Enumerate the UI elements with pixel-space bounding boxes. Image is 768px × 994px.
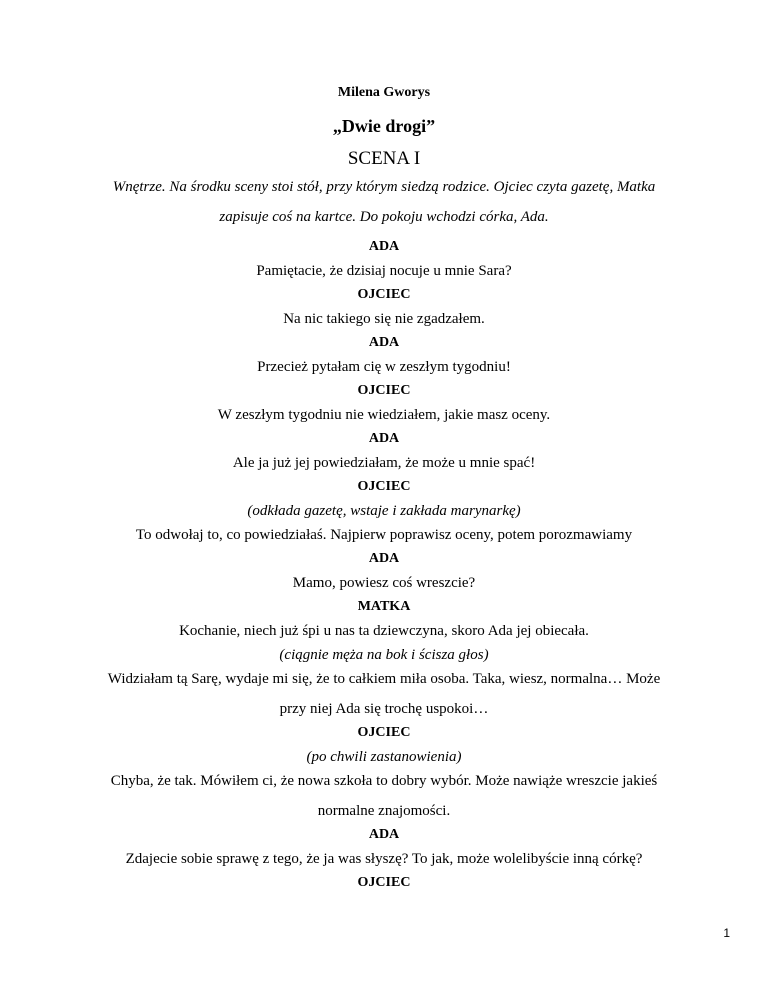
page-number: 1 (723, 926, 730, 940)
dialogue-line: normalne znajomości. (317, 803, 451, 819)
speaker-name: OJCIEC (357, 383, 411, 398)
dialogue-line: Ale ja już jej powiedziałam, że może u mnie spać! (232, 455, 536, 471)
dialogue-line: Pamiętacie, że dzisiaj nocuje u mnie Sara? (256, 263, 512, 279)
speaker-name: ADA (368, 239, 400, 254)
speaker-name: MATKA (357, 599, 411, 614)
dialogue-line: Widziałam tą Sarę, wydaje mi się, że to całkiem miła osoba. Taka, wiesz, normalna… Może (107, 671, 661, 687)
dialogue-line: Mamo, powiesz coś wreszcie? (292, 575, 476, 591)
dialogue-line: przy niej Ada się trochę uspokoi… (279, 701, 489, 717)
dialogue-line: Kochanie, niech już śpi u nas ta dziewczyna, skoro Ada jej obiecała. (179, 623, 589, 639)
stage-direction-line: (odkłada gazetę, wstaje i zakłada marynarkę) (247, 503, 521, 519)
dialogue-line: Na nic takiego się nie zgadzałem. (283, 311, 485, 327)
scene-heading: SCENA I (347, 148, 421, 169)
speaker-name: OJCIEC (357, 875, 411, 890)
speaker-name: ADA (368, 431, 400, 446)
speaker-name: ADA (368, 551, 400, 566)
stage-direction-line: (ciągnie męża na bok i ścisza głos) (279, 647, 489, 663)
speaker-name: OJCIEC (357, 479, 411, 494)
stage-direction-line: Wnętrze. Na środku sceny stoi stół, przy którym siedzą rodzice. Ojciec czyta gazetę, Matka (112, 179, 656, 195)
speaker-name: OJCIEC (357, 725, 411, 740)
speaker-name: OJCIEC (357, 287, 411, 302)
dialogue-line: To odwołaj to, co powiedziałaś. Najpierw poprawisz oceny, potem porozmawiamy (135, 527, 633, 543)
stage-direction-line: (po chwili zastanowienia) (306, 749, 462, 765)
dialogue-line: Chyba, że tak. Mówiłem ci, że nowa szkoła to dobry wybór. Może nawiąże wreszcie jakieś (110, 773, 658, 789)
stage-direction-line: zapisuje coś na kartce. Do pokoju wchodzi córka, Ada. (219, 209, 549, 225)
speaker-name: ADA (368, 827, 400, 842)
dialogue-line: Zdajecie sobie sprawę z tego, że ja was słyszę? To jak, może wolelibyście inną córkę? (125, 851, 643, 867)
speaker-name: ADA (368, 335, 400, 350)
play-title: „Dwie drogi” (332, 116, 436, 136)
author-name: Milena Gworys (337, 85, 431, 100)
dialogue-line: Przecież pytałam cię w zeszłym tygodniu! (257, 359, 511, 375)
dialogue-line: W zeszłym tygodniu nie wiedziałem, jakie masz oceny. (217, 407, 551, 423)
